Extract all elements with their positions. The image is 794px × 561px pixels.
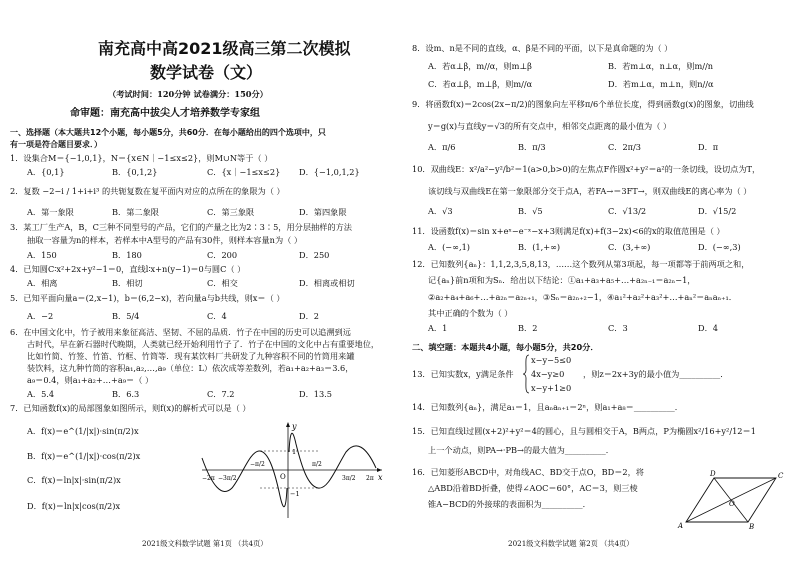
tick-label-3pi2: 3π/2 (342, 475, 356, 482)
exam-meta: （考试时间：120分钟 试卷满分：150分） (108, 89, 268, 99)
q11-option-b[interactable]: B．(1,+∞) (518, 242, 561, 252)
tick-label-m1: −1 (290, 490, 300, 498)
tick-label-mpi2: −π/2 (250, 461, 265, 468)
q7-function-graph (200, 418, 385, 523)
q12-option-b[interactable]: B．2 (518, 323, 538, 333)
tick-label-1: 1 (292, 448, 297, 456)
y-axis-arrow (286, 422, 290, 427)
q2-stem: 2．复数 −2−i / 1+i+i³ 的共轭复数在复平面内对应的点所在的象限为（ ） (10, 186, 285, 196)
q8-option-b[interactable]: B．若m⊥α，n⊥α，则m//n (608, 61, 714, 71)
q7-option-c[interactable]: C．f(x)＝ln|x|·sin(π/2)x (27, 475, 121, 485)
q9-option-a[interactable]: A．π/6 (428, 142, 456, 152)
q7-option-d[interactable]: D．f(x)＝ln|x|cos(π/2)x (27, 501, 121, 511)
vertex-a-label: A (678, 522, 684, 530)
q6-stem-line3: 比如竹简、竹签、竹笛、竹框、竹筒等．现有某饮料厂共研发了九种容积不同的竹筒用来罐 (27, 351, 355, 361)
q9-option-c[interactable]: C．2π/3 (608, 142, 642, 152)
q1-stem: 1．设集合M＝{−1,0,1}，N＝{x∈N｜−1≤x≤2}，则M∪N等于（ ） (10, 153, 273, 163)
q10-option-c[interactable]: C．√13/2 (608, 206, 647, 216)
q3-option-c[interactable]: C．200 (207, 250, 238, 260)
section2-heading: 二、填空题：本题共4小题，每小题5分，共20分． (412, 342, 599, 352)
q4-option-b[interactable]: B．相切 (112, 278, 143, 288)
q6-option-d[interactable]: D．13.5 (299, 389, 332, 399)
tick-label-m3pi2: −3π/2 (218, 475, 237, 482)
exam-subtitle: 数学试卷（文） (150, 63, 263, 82)
q14-stem: 14．已知数列{aₙ}，满足a₁＝1，且aₙaₙ₊₁＝2ⁿ，则a₁+a₈＝__________． (412, 402, 683, 412)
q4-option-d[interactable]: D．相离或相切 (299, 278, 355, 288)
q9-option-b[interactable]: B．π/3 (518, 142, 546, 152)
q4-option-c[interactable]: C．相交 (207, 278, 238, 288)
q8-option-d[interactable]: D．若m⊥α，m⊥n，则n//α (608, 79, 714, 89)
q10-option-a[interactable]: A．√3 (428, 206, 453, 216)
q5-option-c[interactable]: C．4 (207, 311, 227, 321)
vertex-d-label: D (710, 470, 716, 478)
q13-stem: 13．已知实数x，y满足条件 (412, 369, 514, 379)
q8-option-a[interactable]: A．若α⊥β，m//α，则m⊥β (428, 61, 532, 71)
q6-stem-line4: 装饮料，这九种竹筒的容积a₁,a₂,…,a₉（单位：L）依次成等差数列，若a₁+a₂+a₃＝3.6， (27, 363, 354, 373)
q6-option-a[interactable]: A．5.4 (27, 389, 55, 399)
q2-option-d[interactable]: D．第四象限 (299, 207, 347, 217)
q2-option-c[interactable]: C．第三象限 (207, 207, 255, 217)
footer-right: 2021级文科数学试题 第2页 （共4页） (508, 539, 634, 548)
q4-stem: 4．已知圆C∶x²+2x+y²−1＝0，直线l∶x+n(y−1)＝0与圆C（ ） (10, 264, 246, 274)
brace-path (523, 355, 529, 393)
q13-constraint-2: 4x−y≥0 (531, 369, 565, 379)
q8-option-c[interactable]: C．若α⊥β，m⊥β，则m//α (428, 79, 533, 89)
right-page (400, 0, 794, 561)
q9-stem-line2: y＝g(x)与直线y＝√3的所有交点中，相邻交点距离的最小值为（ ） (428, 121, 672, 131)
q11-stem: 11．设函数f(x)＝sin x+eˣ−e⁻ˣ−x+3则满足f(x)+f(3−2x)<6的x的取值范围是（ ） (412, 226, 725, 236)
tick-label-2pi: 2π (366, 475, 374, 482)
q16-rhombus-figure (676, 468, 786, 530)
axis-label-y: y (292, 422, 297, 431)
q8-stem: 8．设m、n是不同的直线，α、β是不同的平面，以下是真命题的为（ ） (412, 43, 673, 53)
q2-option-a[interactable]: A．第一象限 (27, 207, 74, 217)
q3-option-a[interactable]: A．150 (27, 250, 57, 260)
q3-option-b[interactable]: B．180 (112, 250, 142, 260)
q7-stem: 7．已知函数f(x)的局部图象如图所示，则f(x)的解析式可以是（ ） (10, 403, 251, 413)
q1-option-a[interactable]: A．{0,1} (27, 167, 65, 177)
q16-stem-line1: 16．已知菱形ABCD中，对角线AC、BD交于点O，BD＝2，将 (412, 467, 644, 477)
q5-option-d[interactable]: D．2 (299, 311, 319, 321)
tick-label-pi2: π/2 (312, 461, 322, 468)
q11-option-c[interactable]: C．(3,+∞) (608, 242, 651, 252)
q6-stem-line5: a₉＝0.4，则a₁+a₂+…+a₉＝（ ） (27, 375, 154, 385)
q3-option-d[interactable]: D．250 (299, 250, 330, 260)
q16-stem-line3: 锥A−BCD的外接球的表面积为__________． (428, 499, 591, 509)
q5-option-b[interactable]: B．5/4 (112, 311, 140, 321)
q1-option-c[interactable]: C．{x｜−1≤x≤2} (207, 167, 281, 177)
q7-option-b[interactable]: B．f(x)＝e^(1/|x|)·cos(π/2)x (27, 451, 141, 461)
q6-stem-line1: 6．在中国文化中，竹子被用来象征高洁、坚韧、不屈的品质．竹子在中国的历史可以追溯到远 (10, 327, 351, 337)
q3-stem-line1: 3．某工厂生产A，B，C三种不同型号的产品，它们的产量之比为2∶3∶5，用分层抽样的方法 (10, 222, 352, 232)
origin-label: O (280, 473, 286, 481)
q13-tail: ，则z＝2x+3y的最小值为__________． (583, 369, 729, 379)
q12-stem-line2: 记{aₙ}前n项和为Sₙ．给出以下结论：①a₁+a₃+a₅+…+a₂ₙ₋₁＝a₂ₙ−1， (428, 275, 696, 285)
q6-option-b[interactable]: B．6.3 (112, 389, 140, 399)
vertex-b-label: B (749, 523, 755, 530)
tick-label-m2pi: −2π (202, 475, 215, 482)
q5-stem: 5．已知平面向量a＝(2,x−1)，b＝(6,2−x)，若向量a与b共线，则x＝（ ） (10, 293, 285, 303)
q13-brace (522, 354, 530, 394)
x-axis-arrow (377, 468, 382, 472)
q4-option-a[interactable]: A．相离 (27, 278, 58, 288)
q12-stem-line1: 12．已知数列{aₙ}：1,1,2,3,5,8,13，……这个数列从第3项起，每一项都等于前两项之和， (412, 259, 750, 269)
q7-option-a[interactable]: A．f(x)＝e^(1/|x|)·sin(π/2)x (27, 426, 139, 436)
q2-option-b[interactable]: B．第二象限 (112, 207, 159, 217)
q12-stem-line4: 其中正确的个数为（ ） (428, 308, 513, 318)
q12-option-c[interactable]: C．3 (608, 323, 628, 333)
q10-option-d[interactable]: D．√15/2 (698, 206, 737, 216)
footer-left: 2021级文科数学试题 第1页 （共4页） (142, 539, 268, 548)
q6-option-c[interactable]: C．7.2 (207, 389, 235, 399)
q6-stem-line2: 古时代，早在新石器时代晚期，人类就已经开始利用竹子了．竹子在中国的文化中占有重要地位， (27, 339, 380, 349)
q10-option-b[interactable]: B．√5 (518, 206, 543, 216)
q9-stem-line1: 9．将函数f(x)＝2cos(2x−π/2)的图象向左平移π/6个单位长度，得到函数g(x)的图象，切曲线 (412, 99, 754, 109)
q12-option-a[interactable]: A．1 (428, 323, 448, 333)
center-o-label: O (729, 500, 735, 508)
q1-option-b[interactable]: B．{0,1,2} (112, 167, 158, 177)
section1-heading: 一、选择题（本大题共12个小题，每小题5分，共60分．在每小题给出的四个选项中，只 (10, 128, 326, 137)
q10-stem-line2: 该切线与双曲线E在第一象限部分交于点A，若FA→＝3FT→，则双曲线E的离心率为（ ） (428, 186, 752, 196)
axis-label-x: x (378, 473, 383, 482)
vertex-c-label: C (778, 472, 784, 480)
section1-heading-cont: 有一项是符合题目要求．） (10, 140, 102, 149)
q1-option-d[interactable]: D．{−1,0,1,2} (299, 167, 360, 177)
q12-option-d[interactable]: D．4 (698, 323, 718, 333)
q13-constraint-3: x−y+1≥0 (531, 383, 572, 393)
q15-stem-line2: 上一个动点，则PA→·PB→的最大值为__________． (428, 445, 614, 455)
q5-option-a[interactable]: A．−2 (27, 311, 54, 321)
q9-option-d[interactable]: D．π (698, 142, 719, 152)
q15-stem-line1: 15．已知直线l过圆(x+2)²+y²＝4的圆心，且与圆相交于A，B两点，P为椭圆x²/16+y²/12＝1 (412, 426, 756, 436)
exam-auditor: 命审题：南充高中拔尖人才培养数学专家组 (70, 108, 260, 119)
q11-option-a[interactable]: A．(−∞,1) (428, 242, 470, 252)
q12-stem-line3: ②a₂+a₄+a₆+…+a₂ₙ＝a₂ₙ₊₁，③Sₙ＝a₂ₙ₊₂−1，④a₁²+a₂²+a₃²+…+aₙ²＝aₙaₙ₊₁． (428, 292, 737, 302)
q13-constraint-1: x−y−5≤0 (531, 355, 572, 365)
q10-stem-line1: 10．双曲线E：x²/a²−y²/b²＝1(a>0,b>0)的左焦点F作圆x²+y²＝a²的一条切线，设切点为T， (412, 164, 761, 174)
q11-option-d[interactable]: D．(−∞,3) (698, 242, 741, 252)
q3-stem-line2: 抽取一容量为n的样本，若样本中A型号的产品有30件，则样本容量n为（ ） (27, 235, 303, 245)
q16-stem-line2: △ABD沿着BD折叠，使得∠AOC＝60°，AC＝3，则三棱 (428, 483, 638, 493)
exam-title: 南充高中高2021级高三第二次模拟 (98, 39, 351, 58)
